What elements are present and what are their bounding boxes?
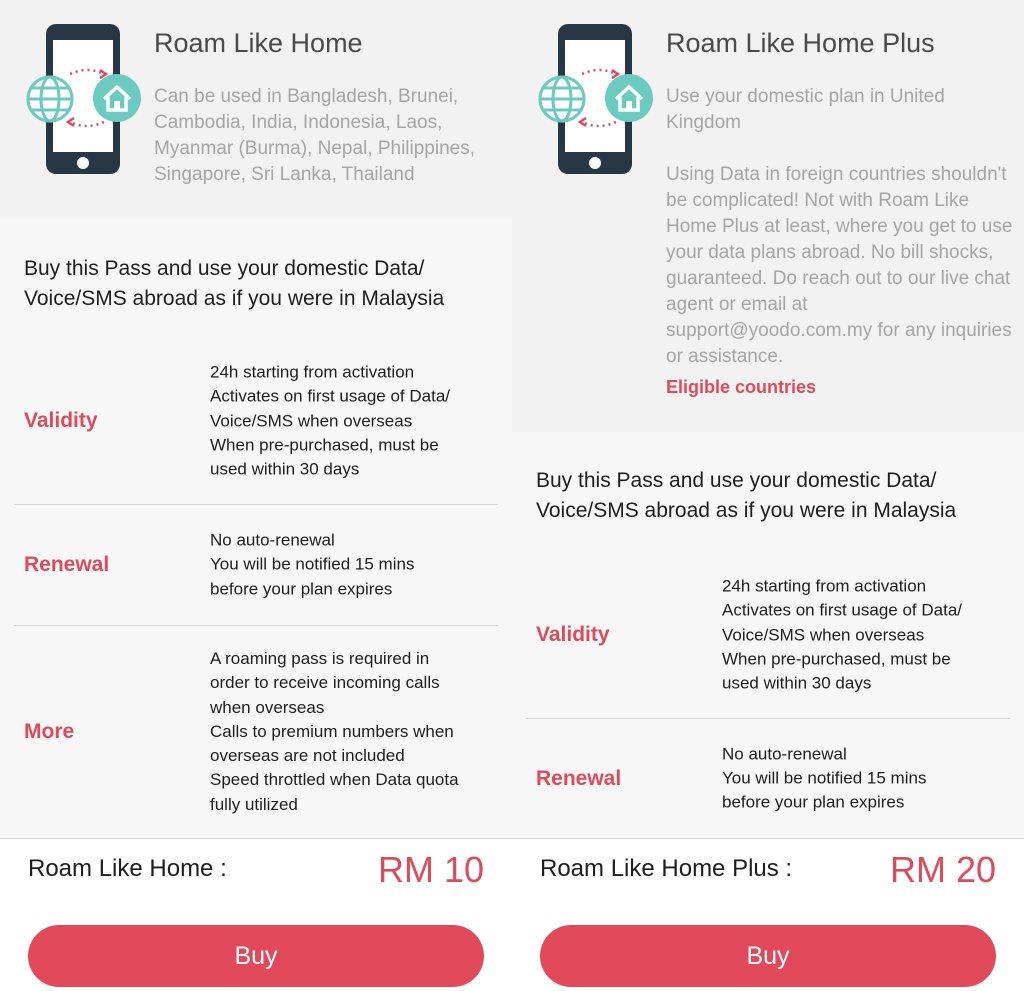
buy-button[interactable]: Buy (540, 925, 996, 987)
detail-lines (722, 574, 1012, 695)
plan-title: Roam Like Home (154, 28, 363, 58)
buy-button[interactable]: Buy (28, 925, 484, 987)
plan-header (512, 0, 1024, 432)
detail-line: 24h starting from activation (210, 362, 415, 382)
detail-line: Calls to premium numbers when (210, 721, 454, 741)
detail-label: Renewal (536, 766, 622, 790)
detail-line: A roaming pass is required in (210, 648, 430, 668)
price-label: Roam Like Home Plus : (540, 855, 793, 882)
detail-line: Voice/SMS when overseas (210, 410, 413, 430)
detail-line: Activates on first usage of Data/ (210, 386, 451, 406)
detail-line: You will be notified 15 mins (210, 554, 415, 574)
globe-icon (538, 75, 586, 123)
detail-line: order to receive incoming calls (210, 673, 440, 693)
detail-row-more (14, 625, 498, 838)
detail-line: No auto-renewal (210, 530, 335, 550)
detail-line: used within 30 days (210, 459, 360, 479)
plan-title: Roam Like Home Plus (666, 28, 935, 58)
plan-description-text: Can be used in Bangladesh, Brunei, Cambodia, India, Indonesia, Laos, Myanmar (Burma), Nepal, Philippines, Singapore, Sri Lanka, Thailand (154, 86, 476, 185)
detail-row-renewal (526, 718, 1010, 838)
plan-intro: Buy this Pass and use your domestic Data/ Voice/SMS abroad as if you were in Malaysia (536, 469, 957, 522)
price-label: Roam Like Home : (28, 855, 227, 882)
detail-line: Speed throttled when Data quota (210, 770, 459, 790)
detail-line: fully utilized (210, 794, 298, 814)
detail-line: when overseas (210, 697, 325, 717)
detail-line: No auto-renewal (722, 744, 847, 764)
detail-line: Voice/SMS when overseas (722, 624, 925, 644)
plan-description-text: Use your domestic plan in United Kingdom (666, 86, 945, 133)
plan-description (154, 84, 504, 188)
plan-description-text: Using Data in foreign countries shouldn't be complicated! Not with Roam Like Home Plus at least, where you get to use your data plans abroad. No bill shocks, guaranteed. Do reach out to our live chat agent or email at support@yoodo.com.my for any inquiries or assistance. (666, 164, 1013, 367)
detail-row-validity (526, 552, 1010, 718)
detail-lines (210, 360, 500, 481)
detail-label: Validity (24, 409, 98, 432)
detail-line: You will be notified 15 mins (722, 768, 927, 788)
price-value: RM 10 (377, 849, 484, 890)
detail-line: before your plan expires (722, 792, 905, 812)
eligible-countries-link[interactable]: Eligible countries (666, 377, 817, 397)
detail-line: When pre-purchased, must be (722, 649, 951, 669)
plan-intro: Buy this Pass and use your domestic Data/ Voice/SMS abroad as if you were in Malaysia (24, 257, 445, 310)
plan-card-roam-like-home-plus (512, 0, 1024, 991)
globe-icon (26, 75, 74, 123)
detail-line: overseas are not included (210, 746, 405, 766)
detail-row-renewal (14, 504, 498, 625)
detail-row-validity (14, 338, 498, 504)
home-icon (92, 73, 142, 123)
detail-line: When pre-purchased, must be (210, 435, 439, 455)
detail-lines (210, 529, 500, 602)
detail-line: Activates on first usage of Data/ (722, 600, 963, 620)
price-section (512, 838, 1024, 991)
detail-label: Renewal (24, 553, 110, 576)
detail-lines (210, 647, 500, 817)
plan-description (666, 84, 1016, 370)
price-value: RM 20 (889, 849, 996, 890)
detail-label: Validity (536, 623, 610, 646)
price-section (0, 838, 512, 991)
detail-line: before your plan expires (210, 579, 393, 599)
detail-line: used within 30 days (722, 673, 872, 693)
detail-lines (722, 742, 1012, 815)
detail-label: More (24, 720, 75, 743)
plan-header (0, 0, 512, 218)
detail-line: 24h starting from activation (722, 576, 927, 596)
home-icon (604, 73, 654, 123)
